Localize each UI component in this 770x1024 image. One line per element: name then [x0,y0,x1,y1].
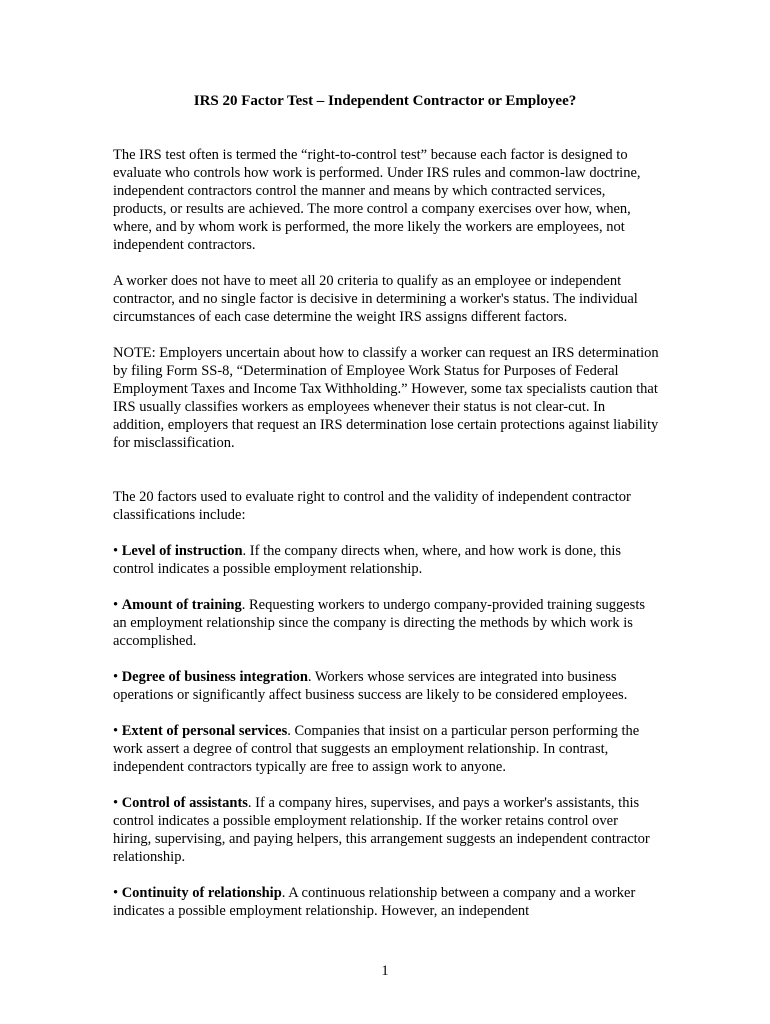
factor-term: Degree of business integration [121,669,308,685]
factor-item [113,668,659,704]
page-number: 1 [381,963,389,979]
factor-term: Extent of personal services [121,723,288,739]
factor-item [113,596,659,650]
factor-text: . If a company hires, supervises, and pays a worker's assistants, this control indicates a possible employment relationship. If the worker retains control over hiring, supervising, and paying helpers, this arrangement suggests an independent contractor relationship. [113,795,650,865]
bullet: • [113,885,119,901]
factor-item [113,794,659,866]
factor-text: . Workers whose services are integrated into business operations or significantly affect business success are likely to be considered employees. [113,669,628,703]
factors-intro-paragraph: The 20 factors used to evaluate right to control and the validity of independent contractor classifications include: [113,489,631,523]
bullet: • [113,723,119,739]
bullet: • [113,543,119,559]
bullet: • [113,669,119,685]
criteria-paragraph: A worker does not have to meet all 20 criteria to qualify as an employee or independent contractor, and no single factor is decisive in determining a worker's status. The individual circumstances of each case determine the weight IRS assigns different factors. [113,273,638,325]
factor-text: . If the company directs when, where, and how work is done, this control indicates a possible employment relationship. [113,543,622,577]
factor-text: . Requesting workers to undergo company-provided training suggests an employment relationship since the company is directing the methods by which work is accomplished. [113,597,645,649]
document-title: IRS 20 Factor Test – Independent Contractor or Employee? [193,93,577,109]
factor-item [113,542,659,578]
bullet: • [113,795,119,811]
intro-paragraph: The IRS test often is termed the “right-to-control test” because each factor is designed to evaluate who controls how work is performed. Under IRS rules and common-law doctrine, independent contractors control the manner and means by which contracted services, products, or results are achieved. The more control a company exercises over how, when, where, and by whom work is performed, the more likely the workers are employees, not independent contractors. [113,147,641,253]
bullet: • [113,597,119,613]
note-paragraph: NOTE: Employers uncertain about how to classify a worker can request an IRS determination by filing Form SS-8, “Determination of Employee Work Status for Purposes of Federal Employment Taxes and Income Tax Withholding.” However, some tax specialists caution that IRS usually classifies workers as employees whenever their status is not clear-cut. In addition, employers that request an IRS determination lose certain protections against liability for misclassification. [113,345,659,451]
factor-item [113,722,659,776]
factor-term: Amount of training [121,597,242,613]
factor-text: . A continuous relationship between a company and a worker indicates a possible employment relationship. However, an independent [113,885,636,919]
factor-text: . Companies that insist on a particular person performing the work assert a degree of control that suggests an employment relationship. In contrast, independent contractors typically are free to assign work to anyone. [113,723,640,775]
factor-term: Control of assistants [121,795,248,811]
factor-term: Level of instruction [121,543,243,559]
document-body [113,146,659,938]
factor-term: Continuity of relationship [121,885,282,901]
factor-item [113,884,659,920]
